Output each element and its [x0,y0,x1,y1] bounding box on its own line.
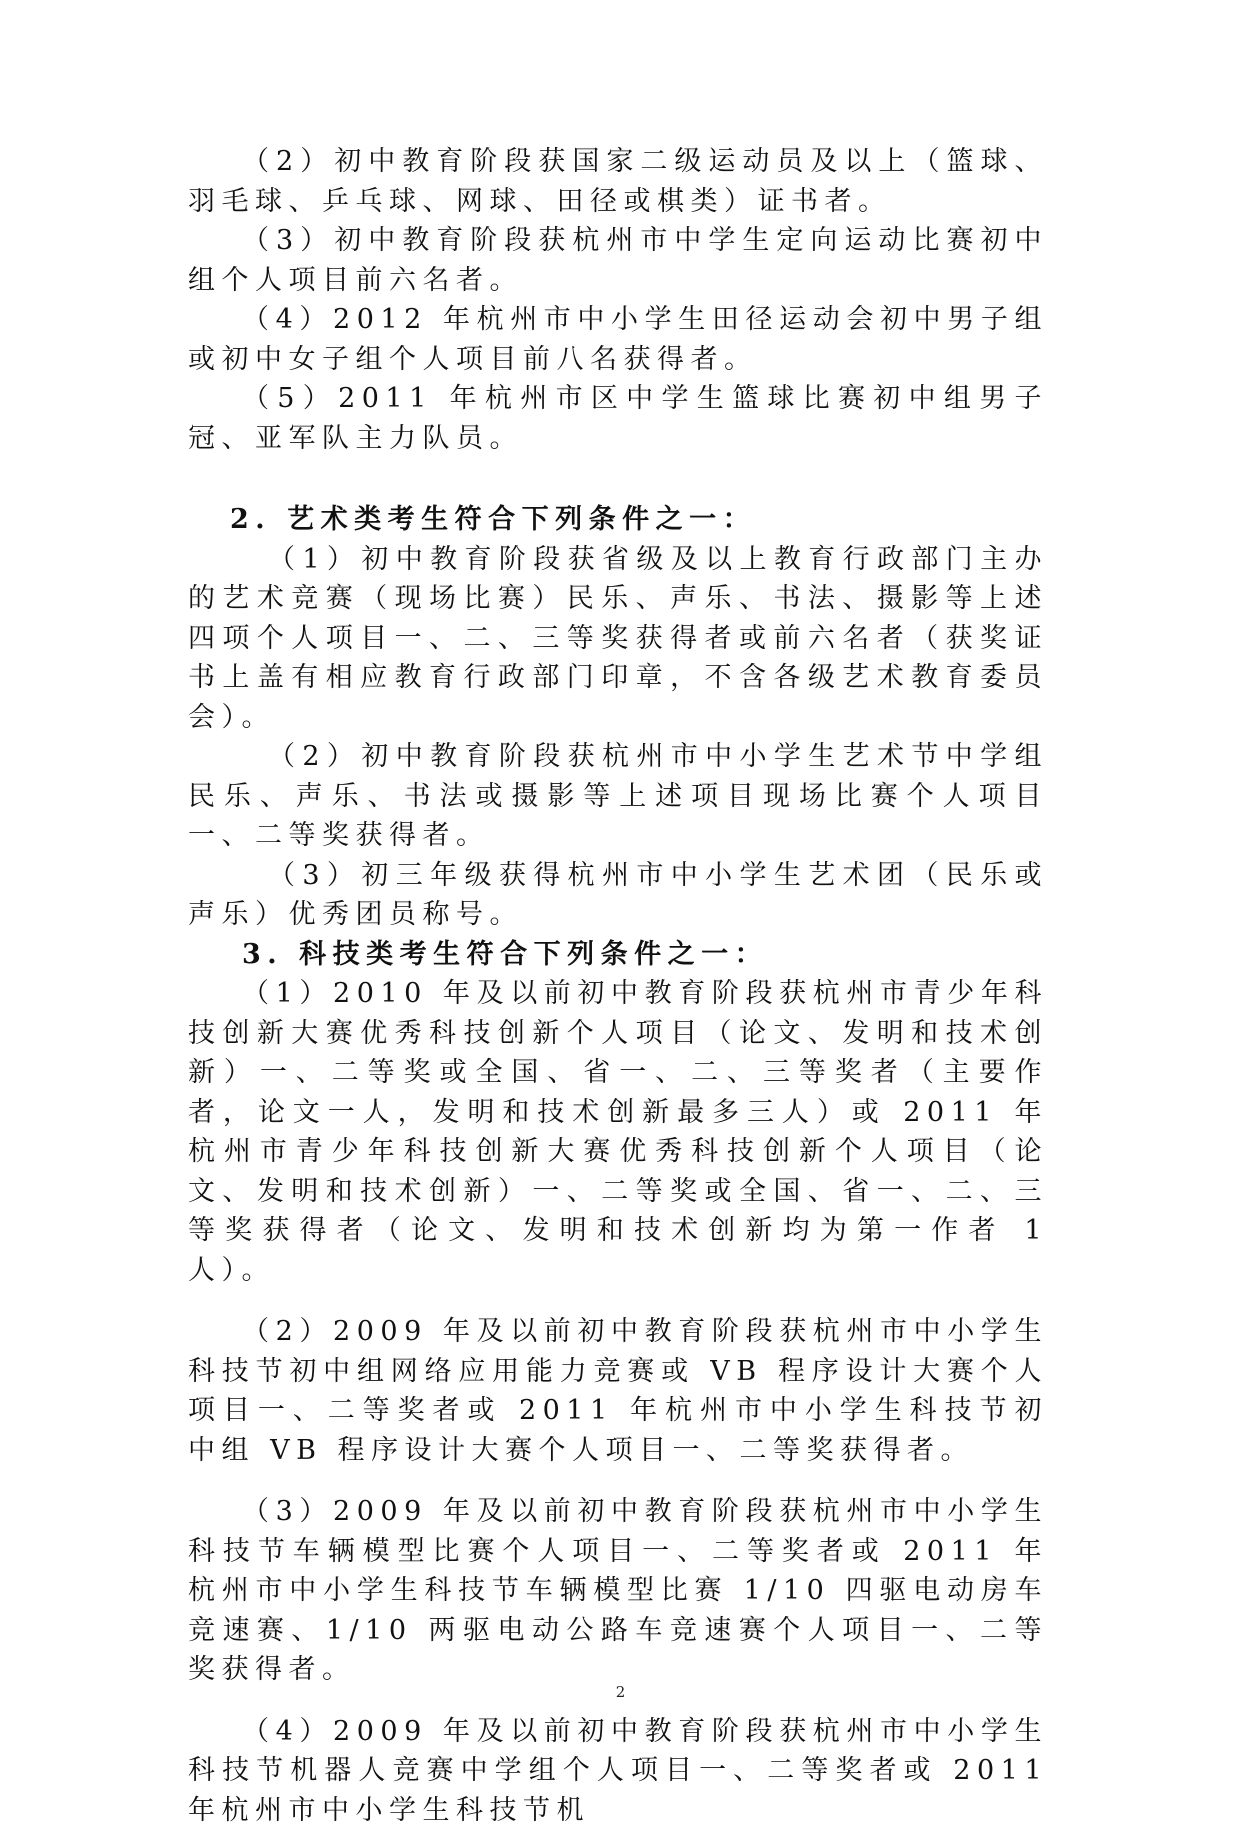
art-item-3: （3）初三年级获得杭州市中小学生艺术团（民乐或声乐）优秀团员称号。 [188,856,1048,935]
document-body [188,142,1048,1830]
tech-item-4: （4）2009 年及以前初中教育阶段获杭州市中小学生科技节机器人竞赛中学组个人项目一、二等奖者或 2011 年杭州市中小学生科技节机 [188,1712,1048,1830]
sports-item-5: （5）2011 年杭州市区中学生篮球比赛初中组男子冠、亚军队主力队员。 [188,379,1048,458]
sports-item-4: （4）2012 年杭州市中小学生田径运动会初中男子组或初中女子组个人项目前八名获得者。 [188,300,1048,379]
art-item-2: （2）初中教育阶段获杭州市中小学生艺术节中学组民乐、声乐、书法或摄影等上述项目现场比赛个人项目一、二等奖获得者。 [188,737,1048,856]
sports-item-2: （2）初中教育阶段获国家二级运动员及以上（篮球、羽毛球、乒乓球、网球、田径或棋类）证书者。 [188,142,1048,221]
sports-item-3: （3）初中教育阶段获杭州市中学生定向运动比赛初中组个人项目前六名者。 [188,221,1048,300]
page-number: 2 [0,1683,1241,1701]
art-item-1: （1）初中教育阶段获省级及以上教育行政部门主办的艺术竞赛（现场比赛）民乐、声乐、书法、摄影等上述四项个人项目一、二、三等奖获得者或前六名者（获奖证书上盖有相应教育行政部门印章，不含各级艺术教育委员会）。 [188,540,1048,738]
tech-item-1: （1）2010 年及以前初中教育阶段获杭州市青少年科技创新大赛优秀科技创新个人项目（论文、发明和技术创新）一、二等奖或全国、省一、二、三等奖者（主要作者，论文一人，发明和技术创新最多三人）或 2011 年杭州市青少年科技创新大赛优秀科技创新个人项目（论文、发明和技术创新）一、二等奖或全国、省一、二、三等奖获得者（论文、发明和技术创新均为第一作者 1 人）。 [188,974,1048,1290]
tech-item-3: （3）2009 年及以前初中教育阶段获杭州市中小学生科技节车辆模型比赛个人项目一、二等奖者或 2011 年杭州市中小学生科技节车辆模型比赛 1/10 四驱电动房车竞速赛、1/10 两驱电动公路车竞速赛个人项目一、二等奖获得者。 [188,1492,1048,1690]
tech-item-2: （2）2009 年及以前初中教育阶段获杭州市中小学生科技节初中组网络应用能力竞赛或 VB 程序设计大赛个人项目一、二等奖者或 2011 年杭州市中小学生科技节初中组 VB 程序设计大赛个人项目一、二等奖获得者。 [188,1312,1048,1470]
section-heading-art: 2. 艺术类考生符合下列条件之一： [188,500,1048,540]
section-heading-tech: 3. 科技类考生符合下列条件之一： [188,935,1048,975]
